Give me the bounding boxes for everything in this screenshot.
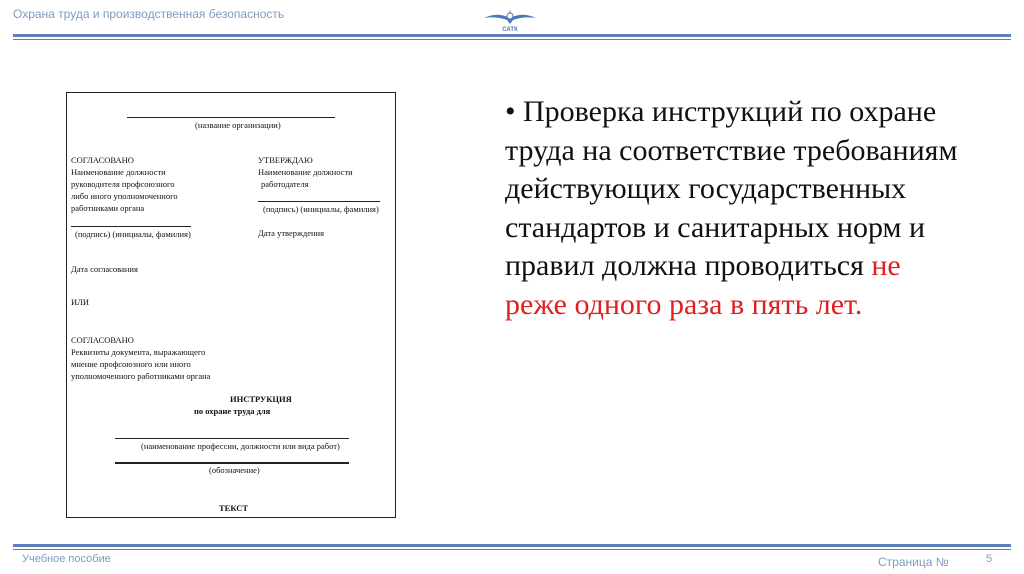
agreed2-line: уполномоченного работниками органа bbox=[71, 371, 211, 381]
agreed-sign-caption: (подпись) (инициалы, фамилия) bbox=[75, 229, 191, 239]
designation-caption: (обозначение) bbox=[209, 465, 260, 475]
agreed2-line: Реквизиты документа, выражающего bbox=[71, 347, 206, 357]
agreed-line: Наименование должности bbox=[71, 167, 166, 177]
agreed-heading: СОГЛАСОВАНО bbox=[71, 155, 134, 165]
bullet-marker: • bbox=[505, 95, 516, 128]
footer-rule-thick bbox=[13, 544, 1011, 547]
or-label: ИЛИ bbox=[71, 297, 90, 307]
header-rule-thick bbox=[13, 34, 1011, 37]
doc-title: ИНСТРУКЦИЯ bbox=[230, 394, 292, 404]
footer-left-text: Учебное пособие bbox=[22, 553, 111, 565]
instruction-template-image bbox=[66, 92, 396, 518]
footer-page-label: Страница № bbox=[878, 555, 949, 569]
approve-sign-line bbox=[258, 201, 380, 202]
agreed-line: либо иного уполномоченного bbox=[71, 191, 178, 201]
bullet-highlight: не реже одного раза в пять лет. bbox=[505, 249, 901, 321]
approve-date: Дата утверждения bbox=[258, 228, 324, 238]
agreed-line: работниками органа bbox=[71, 203, 145, 213]
logo-text: САТК bbox=[502, 27, 518, 33]
agree-date: Дата согласования bbox=[71, 264, 138, 274]
profession-line bbox=[115, 438, 349, 439]
header-title: Охрана труда и производственная безопасность bbox=[13, 7, 285, 21]
header-rule-thin bbox=[13, 39, 1011, 40]
approve-heading: УТВЕРЖДАЮ bbox=[258, 155, 313, 165]
college-logo bbox=[482, 4, 538, 34]
bullet-text: Проверка инструкций по охране труда на соответствие требованиям действующих государственных стандартов и санитарных норм и правил должна проводиться bbox=[505, 95, 958, 282]
approve-line: Наименование должности bbox=[258, 167, 353, 177]
bullet-point bbox=[505, 93, 965, 324]
profession-caption: (наименование профессии, должности или вида работ) bbox=[141, 441, 340, 451]
approve-line: работодателя bbox=[261, 179, 309, 189]
agreed-line: руководителя профсоюзного bbox=[71, 179, 175, 189]
agreed2-heading: СОГЛАСОВАНО bbox=[71, 335, 134, 345]
doc-subtitle: по охране труда для bbox=[194, 406, 271, 416]
footer-page-number: 5 bbox=[986, 553, 993, 565]
footer-rule-thin bbox=[13, 549, 1011, 550]
agreed-sign-line bbox=[71, 226, 191, 227]
body-label: ТЕКСТ bbox=[219, 503, 249, 513]
org-name-line bbox=[127, 117, 335, 118]
agreed2-line: мнение профсоюзного или иного bbox=[71, 359, 191, 369]
org-caption: (название организации) bbox=[195, 120, 281, 130]
approve-sign-caption: (подпись) (инициалы, фамилия) bbox=[263, 204, 379, 214]
